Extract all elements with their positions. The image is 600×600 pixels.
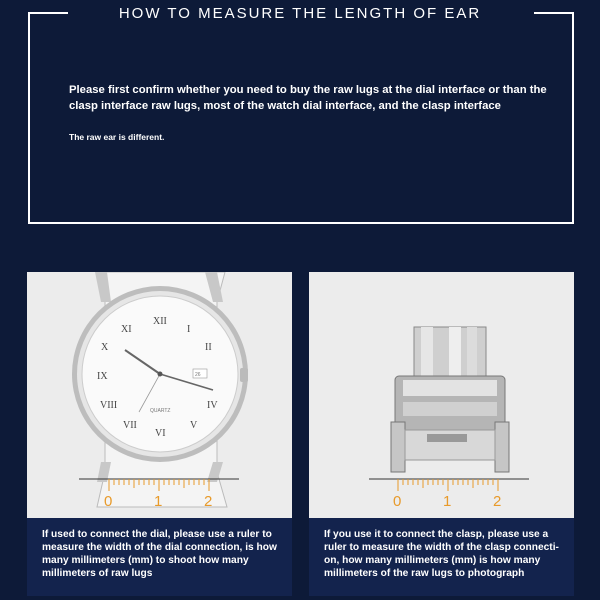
ruler-label-0: 0 <box>104 493 113 510</box>
svg-text:VI: VI <box>155 428 166 439</box>
ruler-label-1: 1 <box>154 493 163 510</box>
clasp-panel <box>309 272 574 596</box>
dial-panel <box>27 272 292 596</box>
svg-text:I: I <box>187 324 191 335</box>
date-window: 26 <box>195 372 201 378</box>
ruler-label-1: 1 <box>443 493 452 510</box>
intro-text: Please first confirm whether you need to buy the raw lugs at the dial interface or than the clasp interface raw lugs, most of the watch dial interface, and the clasp interface <box>69 84 547 112</box>
ruler-label-2: 2 <box>204 493 213 510</box>
svg-text:VIII: VIII <box>100 400 118 411</box>
svg-text:VII: VII <box>123 420 137 431</box>
page-title: HOW TO MEASURE THE LENGTH OF EAR <box>118 5 482 22</box>
watch-dial-image <box>27 272 292 518</box>
clasp-image <box>309 272 574 518</box>
clasp-caption <box>309 518 574 596</box>
svg-text:XII: XII <box>153 316 167 327</box>
header-frame <box>28 12 574 224</box>
dial-caption-text: If used to connect the dial, please use a ruler to measure the width of the dial connection, is how many millimeters (mm) to shoot how many millimeters of raw lugs <box>42 529 277 579</box>
note-text: The raw ear is different. <box>69 132 165 142</box>
dial-brand-text: QUARTZ <box>150 408 171 414</box>
dial-caption <box>27 518 292 596</box>
ruler-label-0: 0 <box>393 493 402 510</box>
clasp-caption-text: If you use it to connect the clasp, please use a ruler to measure the width of the clasp connecti-on, how many millimeters (mm) is how many millimeters of the raw lugs to photograph <box>324 529 559 579</box>
svg-text:X: X <box>101 342 109 353</box>
svg-text:XI: XI <box>121 324 132 335</box>
svg-text:IX: IX <box>97 371 108 382</box>
svg-text:II: II <box>205 342 212 353</box>
ruler-label-2: 2 <box>493 493 502 510</box>
svg-text:V: V <box>190 420 198 431</box>
svg-text:IV: IV <box>207 400 218 411</box>
